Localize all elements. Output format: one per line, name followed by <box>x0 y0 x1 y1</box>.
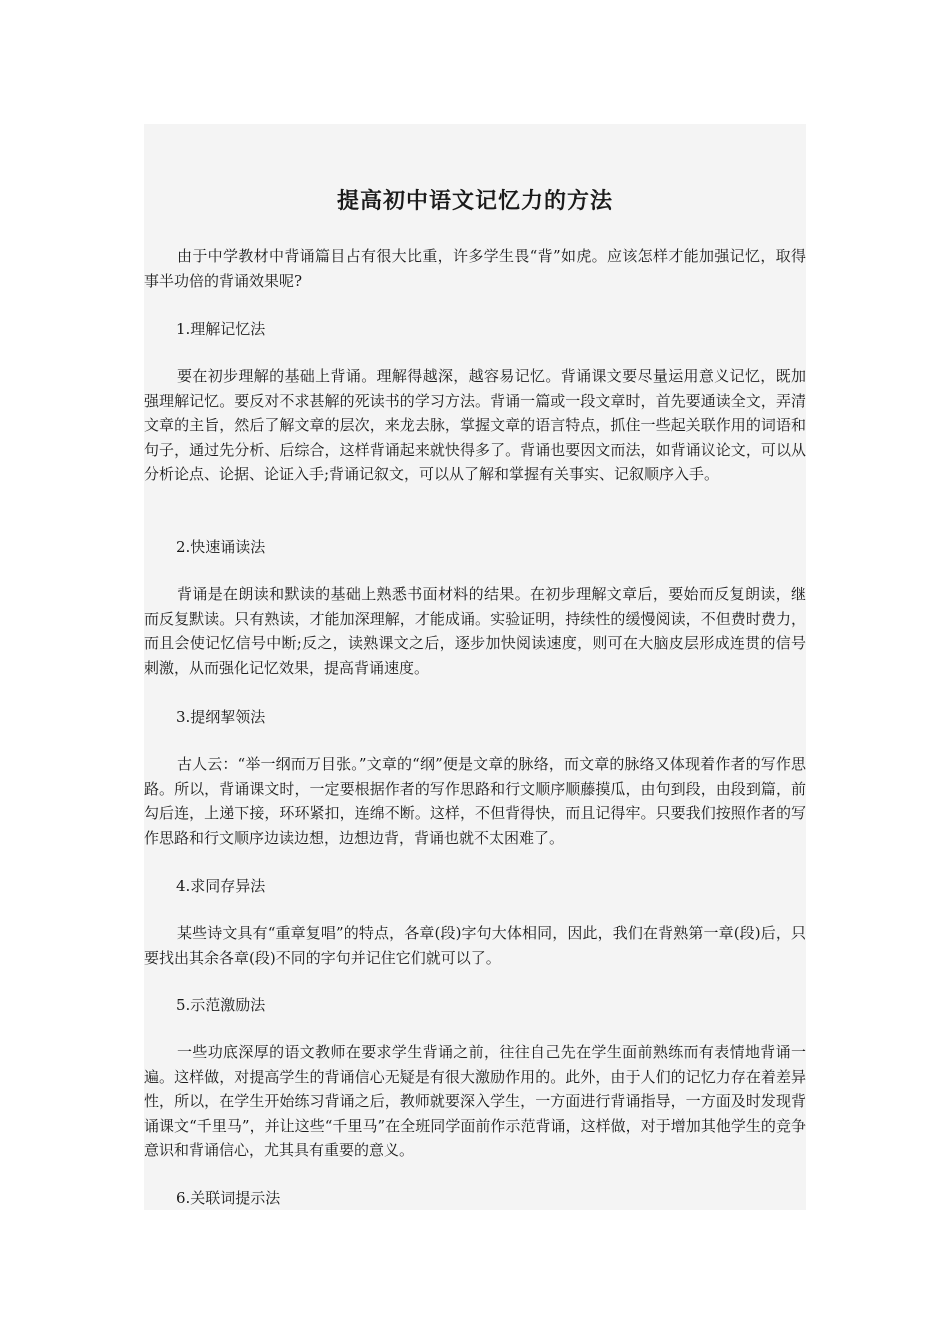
section-heading-1: 1.理解记忆法 <box>176 320 266 338</box>
section-body-5: 一些功底深厚的语文教师在要求学生背诵之前，往往自己先在学生面前熟练而有表情地背诵一遍。这样做，对提高学生的背诵信心无疑是有很大激励作用的。此外，由于人们的记忆力存在着差异性，所以，在学生开始练习背诵之后，教师就要深入学生，一方面进行背诵指导，一方面及时发现背诵课文“千里马”，并让这些“千里马”在全班同学面前作示范背诵，这样做，对于增加其他学生的竞争意识和背诵信心，尤其具有重要的意义。 <box>144 1043 806 1159</box>
section-body-1: 要在初步理解的基础上背诵。理解得越深，越容易记忆。背诵课文要尽量运用意义记忆，既加强理解记忆。要反对不求甚解的死读书的学习方法。背诵一篇或一段文章时，首先要通读全文，弄清文章的主旨，然后了解文章的层次，来龙去脉，掌握文章的语言特点，抓住一些起关联作用的词语和句子，通过先分析、后综合，这样背诵起来就快得多了。背诵也要因文而法，如背诵议论文，可以从分析论点、论据、论证入手;背诵记叙文，可以从了解和掌握有关事实、记叙顺序入手。 <box>144 367 806 483</box>
section-heading-2: 2.快速诵读法 <box>176 538 266 556</box>
document-page <box>144 124 806 1210</box>
section-heading-3: 3.提纲挈领法 <box>176 708 266 726</box>
section-body-4: 某些诗文具有“重章复唱”的特点，各章(段)字句大体相同，因此，我们在背熟第一章(段)后，只要找出其余各章(段)不同的字句并记住它们就可以了。 <box>144 924 806 967</box>
document-title: 提高初中语文记忆力的方法 <box>336 188 613 214</box>
section-heading-4: 4.求同存异法 <box>176 877 266 895</box>
section-body-3: 古人云：“举一纲而万目张。”文章的“纲”便是文章的脉络，而文章的脉络又体现着作者的写作思路。所以，背诵课文时，一定要根据作者的写作思路和行文顺序顺藤摸瓜，由句到段，由段到篇，前勾后连，上递下接，环环紧扣，连绵不断。这样，不但背得快，而且记得牢。只要我们按照作者的写作思路和行文顺序边读边想，边想边背，背诵也就不太困难了。 <box>144 755 806 847</box>
section-heading-5: 5.示范激励法 <box>176 996 266 1014</box>
intro-paragraph: 由于中学教材中背诵篇目占有很大比重，许多学生畏“背”如虎。应该怎样才能加强记忆，取得事半功倍的背诵效果呢? <box>144 247 806 290</box>
section-heading-6: 6.关联词提示法 <box>176 1189 281 1207</box>
section-body-2: 背诵是在朗读和默读的基础上熟悉书面材料的结果。在初步理解文章后，要始而反复朗读，继而反复默读。只有熟读，才能加深理解，才能成诵。实验证明，持续性的缓慢阅读，不但费时费力，而且会使记忆信号中断;反之，读熟课文之后，逐步加快阅读速度，则可在大脑皮层形成连贯的信号刺激，从而强化记忆效果，提高背诵速度。 <box>144 585 806 677</box>
